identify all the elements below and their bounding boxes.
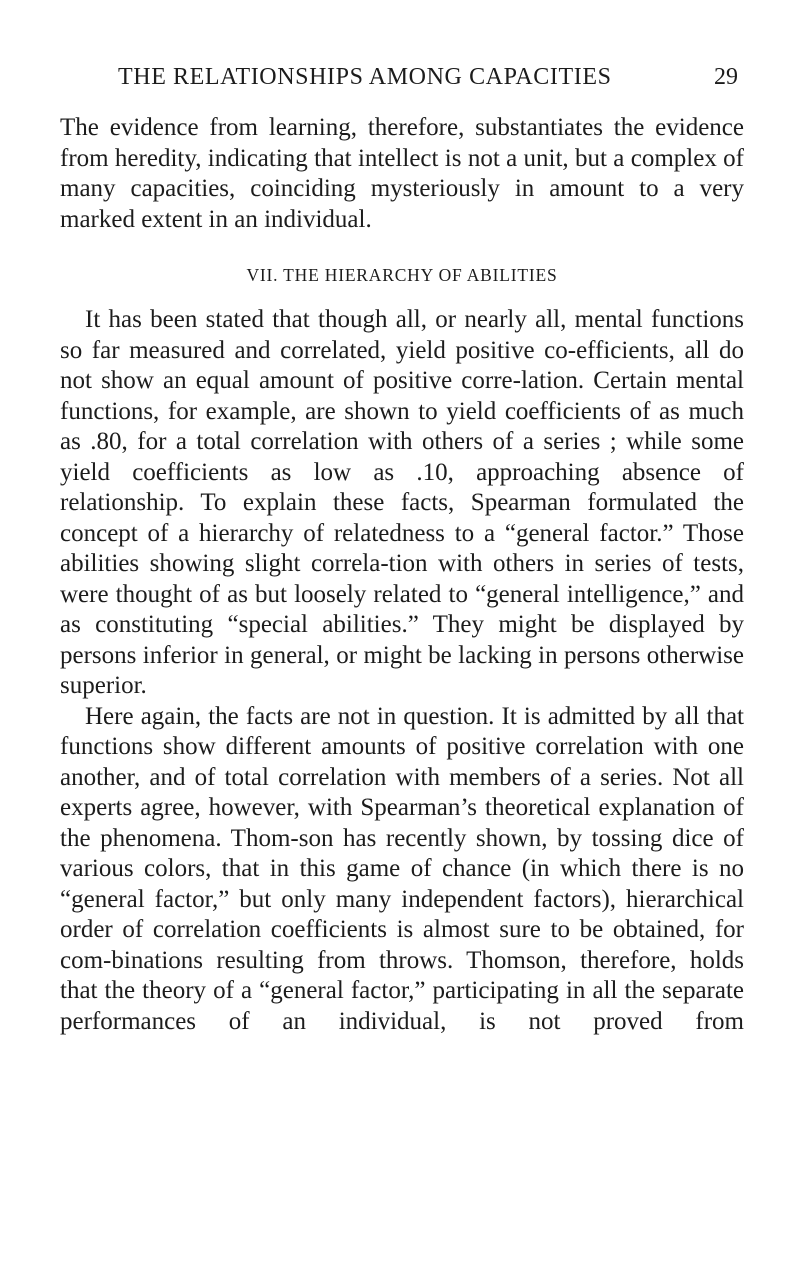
running-head-title: THE RELATIONSHIPS AMONG CAPACITIES [118,64,612,90]
opening-paragraph: The evidence from learning, therefore, substantiates the evidence from heredity, indicating that intellect is not a unit, but a complex of many capacities, coinciding mysteriously in amount to a very marked extent in an individual. [60,114,744,233]
page-number: 29 [714,64,738,90]
section-heading: VII. THE HIERARCHY OF ABILITIES [246,265,558,285]
paragraph-hierarchy-of-abilities: It has been stated that though all, or nearly all, mental functions so far measured and correlated, yield positive co-efficients, all do not show an equal amount of positive corre-lation. Certain mental functions, for example, are shown to yield coefficients of as much as .80, for a total correlation with others of a series ; while some yield coefficients as low as .10, approaching absence of relationship. To explain these facts, Spearman formulated the concept of a hierarchy of relatedness to a “general factor.” Those abilities showing slight correla-tion with others in series of tests, were thought of as but loosely related to “general intelligence,” and as constituting “special abilities.” They might be displayed by persons inferior in general, or might be lacking in persons otherwise superior. [60,306,744,699]
body-text [60,113,744,1037]
paragraph-thomson-critique: Here again, the facts are not in question. It is admitted by all that functions show different amounts of positive correlation with one another, and of total correlation with members of a series. Not all experts agree, however, with Spearman’s theoretical explanation of the phenomena. Thom-son has recently shown, by tossing dice of various colors, that in this game of chance (in which there is no “general factor,” but only many independent factors), hierarchical order of correlation coefficients is almost sure to be obtained, for com-binations resulting from throws. Thomson, therefore, holds that the theory of a “general factor,” participating in all the separate performances of an individual, is not proved from [60,702,744,1035]
